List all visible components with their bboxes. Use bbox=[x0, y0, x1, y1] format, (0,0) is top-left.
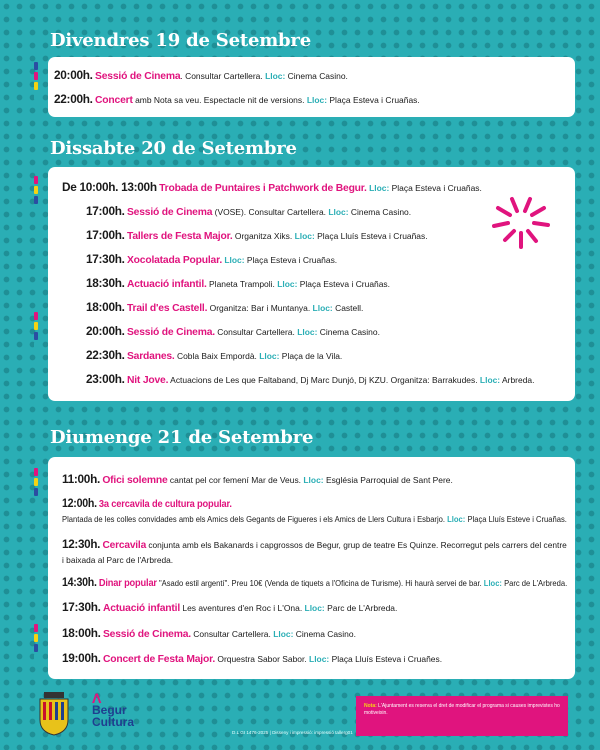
event-row bbox=[62, 627, 567, 640]
color-strip bbox=[34, 62, 38, 102]
town-crest-icon bbox=[38, 692, 70, 736]
event-time: De 10:00h. 13:00h bbox=[62, 180, 157, 194]
event-lloc-label: Lloc: bbox=[328, 207, 349, 217]
event-details: . Consultar Cartellera. bbox=[180, 71, 263, 81]
event-details: cantat pel cor femení Mar de Veus. bbox=[169, 475, 302, 485]
event-details: Consultar Cartellera. bbox=[217, 327, 295, 337]
event-row bbox=[54, 69, 567, 82]
event-details: conjunta amb els Bakanards i capgrossos de Begur, grup de teatre Es Quinze. Recorregut pels carrers del centre bbox=[148, 540, 567, 550]
event-row bbox=[62, 575, 568, 589]
event-place: Plaça Lluís Esteva i Cruañas. bbox=[317, 231, 428, 241]
event-time: 23:00h. bbox=[86, 372, 125, 386]
event-time: 18:30h. bbox=[86, 276, 125, 290]
event-name: Cercavila bbox=[102, 539, 147, 551]
event-time: 17:00h. bbox=[86, 204, 125, 218]
event-details: Planeta Trampoli. bbox=[209, 279, 275, 289]
schedule-card-saturday bbox=[48, 167, 575, 401]
event-name: Sessió de Cinema. bbox=[126, 326, 215, 338]
event-name: Xocolatada Popular. bbox=[126, 254, 223, 266]
event-name: Ofici solemne bbox=[102, 474, 168, 486]
event-row bbox=[62, 601, 567, 614]
event-place: Cinema Casino. bbox=[295, 629, 356, 639]
event-row bbox=[62, 652, 567, 665]
event-place: Plaça Esteva i Cruañas. bbox=[391, 183, 482, 193]
event-time: 22:30h. bbox=[86, 348, 125, 362]
event-time: 12:30h. bbox=[62, 537, 101, 551]
note-label: Nota: bbox=[364, 703, 377, 709]
event-lloc-label: Lloc: bbox=[369, 183, 390, 193]
event-row bbox=[62, 496, 567, 525]
event-name: Sessió de Cinema. bbox=[102, 628, 191, 640]
event-lloc-label: Lloc: bbox=[447, 514, 466, 524]
logo-line-2: Cultura bbox=[92, 715, 134, 729]
event-row bbox=[54, 93, 567, 106]
day-title-sunday: Diumenge 21 de Setembre bbox=[50, 427, 314, 448]
print-credit: D.L GI 1476-2025 | Disseny i impressió: impressió tallerg01 bbox=[232, 730, 353, 735]
logo-mark: Λ bbox=[92, 690, 102, 706]
event-place: Plaça de la Vila. bbox=[281, 351, 343, 361]
color-strip bbox=[34, 176, 38, 206]
event-place: Plaça Esteva i Cruañas. bbox=[246, 255, 338, 265]
event-details: Consultar Cartellera. bbox=[193, 629, 271, 639]
event-place: Parc de L'Arbreda. bbox=[327, 603, 398, 613]
event-name: Concert bbox=[95, 94, 133, 106]
event-row bbox=[62, 473, 567, 486]
event-name: Tallers de Festa Major. bbox=[126, 230, 233, 242]
event-place: Cinema Casino. bbox=[319, 327, 380, 337]
event-name: Actuació infantil bbox=[102, 602, 181, 614]
event-row bbox=[86, 277, 567, 290]
event-lloc-label: Lloc: bbox=[479, 375, 501, 385]
event-subline bbox=[62, 513, 567, 525]
logo-line-1: Begur bbox=[92, 703, 127, 717]
event-row bbox=[86, 229, 567, 242]
event-place: Parc de L'Arbreda. bbox=[504, 578, 568, 588]
color-strip bbox=[34, 312, 38, 352]
event-name: 3a cercavila de cultura popular. bbox=[98, 498, 232, 510]
event-time: 18:00h. bbox=[62, 626, 101, 640]
event-lloc-label: Lloc: bbox=[304, 603, 325, 613]
event-details: Les aventures d'en Roc i L'Ona. bbox=[182, 603, 303, 613]
event-time: 17:30h. bbox=[86, 252, 125, 266]
color-strip bbox=[34, 624, 38, 664]
event-row bbox=[86, 349, 567, 362]
event-details: Organitza Xiks. bbox=[234, 231, 293, 241]
event-place: Castell. bbox=[335, 303, 364, 313]
event-lloc-label: Lloc: bbox=[273, 629, 294, 639]
event-time: 14:30h. bbox=[62, 575, 97, 589]
color-strip bbox=[34, 468, 38, 498]
event-row bbox=[86, 301, 567, 314]
event-row bbox=[86, 325, 567, 338]
event-name: Concert de Festa Major. bbox=[102, 653, 216, 665]
event-name: Nit Jove. bbox=[126, 374, 169, 386]
day-title-saturday: Dissabte 20 de Setembre bbox=[50, 138, 297, 159]
event-place: Arbreda. bbox=[502, 375, 535, 385]
schedule-card-friday bbox=[48, 57, 575, 117]
event-place: Plaça Lluís Esteva i Cruañes. bbox=[331, 654, 443, 664]
event-lloc-label: Lloc: bbox=[306, 95, 328, 105]
event-lloc-label: Lloc: bbox=[259, 351, 280, 361]
event-name: Sardanes. bbox=[126, 350, 175, 362]
note-text: L'Ajuntament es reserva el dret de modificar el programa si causes imprevistes ho motiveixin. bbox=[364, 703, 560, 716]
event-lloc-label: Lloc: bbox=[265, 71, 286, 81]
event-time: 18:00h. bbox=[86, 300, 125, 314]
begur-cultura-logo bbox=[92, 692, 134, 728]
event-time: 22:00h. bbox=[54, 92, 93, 106]
event-lloc-label: Lloc: bbox=[483, 578, 502, 588]
event-name: Sessió de Cinema bbox=[126, 206, 213, 218]
event-time: 19:00h. bbox=[62, 651, 101, 665]
event-name: Dinar popular bbox=[98, 577, 157, 589]
event-row bbox=[86, 253, 567, 266]
event-lloc-label: Lloc: bbox=[312, 303, 333, 313]
event-details: Actuacions de Les que Faltaband, Dj Marc Dunjó, Dj KZU. Organitza: Barrakudes. bbox=[170, 375, 478, 385]
event-row bbox=[86, 373, 567, 386]
event-row bbox=[62, 181, 567, 194]
event-name: Trail d'es Castell. bbox=[126, 302, 208, 314]
event-details: (VOSE). Consultar Cartellera. bbox=[214, 207, 327, 217]
event-name: Actuació infantil. bbox=[126, 278, 207, 290]
event-details: Plantada de les colles convidades amb els Amics dels Gegants de Figueres i els Amics de Llers Cultura i Esbarjo. bbox=[62, 514, 446, 524]
event-name: Sessió de Cinema bbox=[95, 70, 181, 82]
event-lloc-label: Lloc: bbox=[309, 654, 330, 664]
event-place: Plaça Esteva i Cruañas. bbox=[299, 279, 391, 289]
event-time: 17:00h. bbox=[86, 228, 125, 242]
event-details: amb Nota sa veu. Espectacle nit de versions. bbox=[135, 95, 305, 105]
disclaimer-note bbox=[356, 696, 568, 736]
event-time: 11:00h. bbox=[62, 472, 100, 486]
event-details: Organitza: Bar i Muntanya. bbox=[209, 303, 311, 313]
event-row bbox=[86, 205, 567, 218]
event-time: 17:30h. bbox=[62, 600, 101, 614]
event-time: 20:00h. bbox=[86, 324, 125, 338]
event-place: Cinema Casino. bbox=[287, 71, 348, 81]
event-row bbox=[62, 537, 567, 566]
event-place: Església Parroquial de Sant Pere. bbox=[325, 475, 453, 485]
event-lloc-label: Lloc: bbox=[297, 327, 318, 337]
event-details: Orquestra Sabor Sabor. bbox=[217, 654, 307, 664]
event-place: Plaça Lluís Esteve i Cruañas. bbox=[467, 514, 567, 524]
footer bbox=[0, 688, 600, 750]
event-lloc-label: Lloc: bbox=[303, 475, 324, 485]
event-details: Cobla Baix Empordà. bbox=[176, 351, 257, 361]
day-title-friday: Divendres 19 de Setembre bbox=[50, 30, 311, 51]
event-time: 12:00h. bbox=[62, 496, 97, 510]
event-lloc-label: Lloc: bbox=[224, 255, 245, 265]
event-name: Trobada de Puntaires i Patchwork de Begur. bbox=[159, 182, 367, 194]
event-place: Plaça Esteva i Cruañas. bbox=[329, 95, 420, 105]
event-lloc-label: Lloc: bbox=[277, 279, 298, 289]
schedule-card-sunday bbox=[48, 457, 575, 679]
event-subline: i baixada al Parc de l'Arbreda. bbox=[62, 555, 174, 565]
event-details: "Asado estil argentí". Preu 10€ (Venda de tiquets a l'Oficina de Turisme). Hi haurà servei de bar. bbox=[158, 578, 482, 588]
event-place: Cinema Casino. bbox=[350, 207, 412, 217]
event-lloc-label: Lloc: bbox=[294, 231, 315, 241]
event-time: 20:00h. bbox=[54, 68, 93, 82]
